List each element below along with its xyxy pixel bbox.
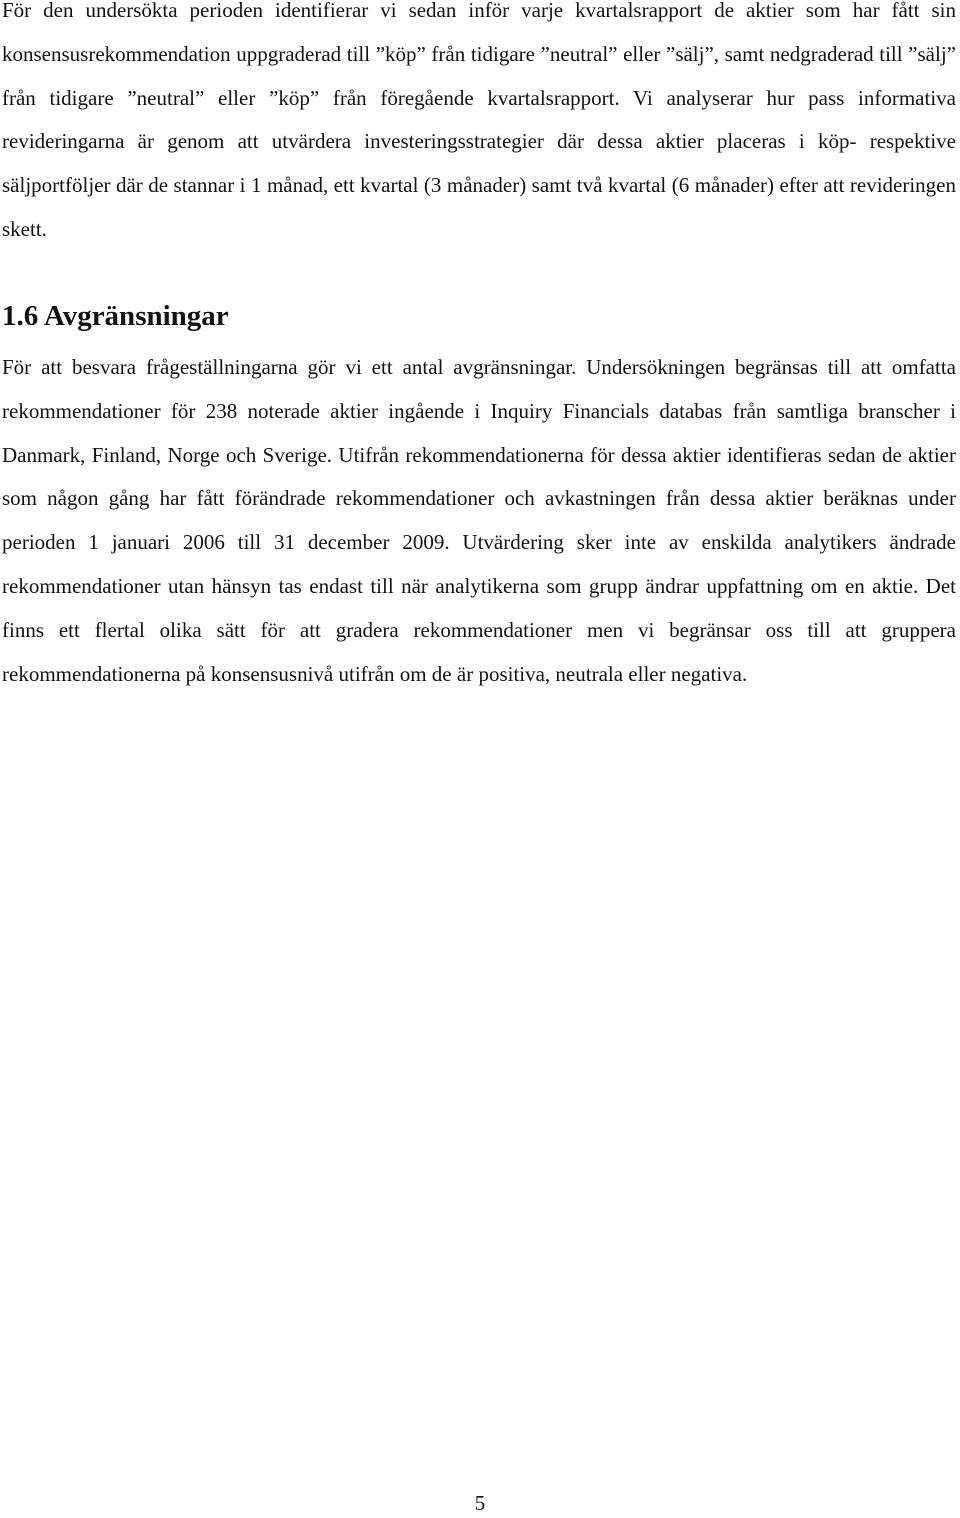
- page-number: 5: [474, 1491, 486, 1515]
- section-heading: 1.6 Avgränsningar: [2, 300, 229, 332]
- paragraph-method: För den undersökta perioden identifierar vi sedan inför varje kvartalsrapport de aktier som har fått sin konsensusrekommendation uppgraderad till ”köp” från tidigare ”neutral” eller ”sälj”, samt nedgraderad till ”sälj” från tidigare ”neutral” eller ”köp” från föregående kvartalsrapport. Vi analyserar hur pass informativa revideringarna är genom att utvärdera investeringsstrategier där dessa aktier placeras i köp- respektive säljportföljer där de stannar i 1 månad, ett kvartal (3 månader) samt två kvartal (6 månader) efter att revideringen skett.: [2, 0, 956, 241]
- paragraph-delimitations: För att besvara frågeställningarna gör vi ett antal avgränsningar. Undersökningen begränsas till att omfatta rekommendationer för 238 noterade aktier ingående i Inquiry Financials databas från samtliga branscher i Danmark, Finland, Norge och Sverige. Utifrån rekommendationerna för dessa aktier identifieras sedan de aktier som någon gång har fått förändrade rekommendationer och avkastningen från dessa aktier beräknas under perioden 1 januari 2006 till 31 december 2009. Utvärdering sker inte av enskilda analytikers ändrade rekommendationer utan hänsyn tas endast till när analytikerna som grupp ändrar uppfattning om en aktie. Det finns ett flertal olika sätt för att gradera rekommendationer men vi begränsar oss till att gruppera rekommendationerna på konsensusnivå utifrån om de är positiva, neutrala eller negativa.: [2, 355, 956, 686]
